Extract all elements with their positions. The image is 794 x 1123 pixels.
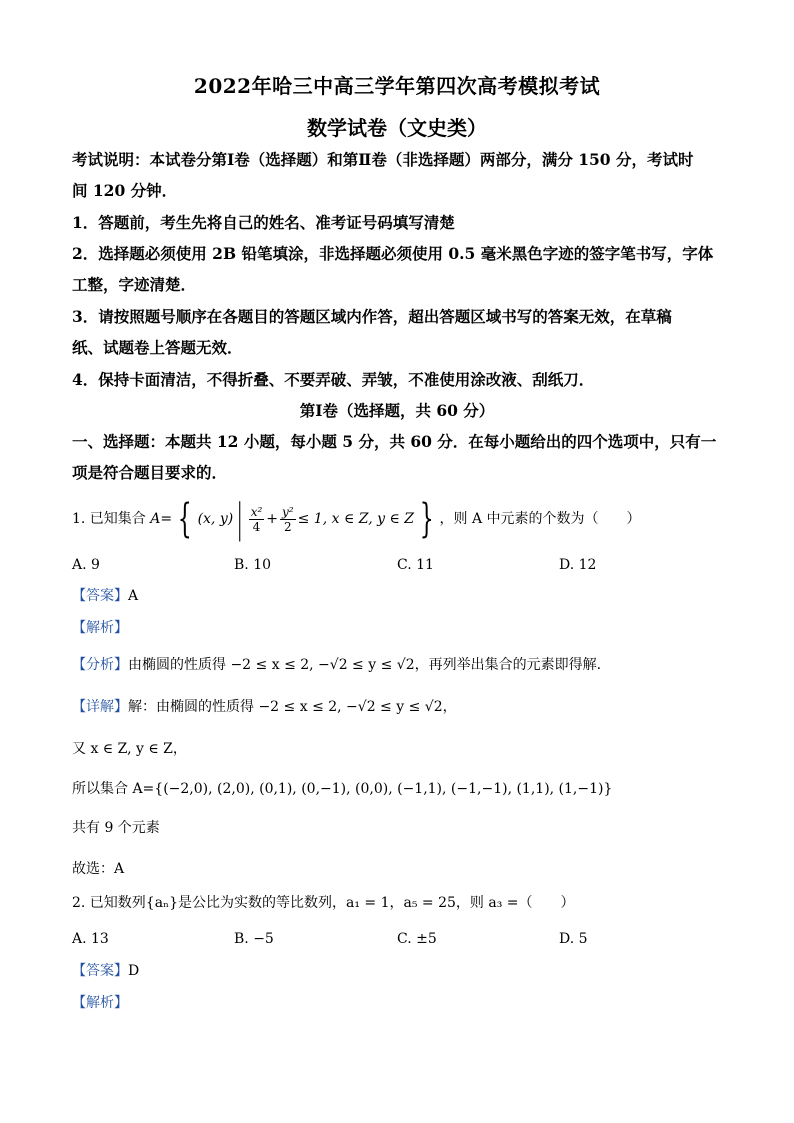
instruction-item-2a: 2．选择题必须使用 2B 铅笔填涂，非选择题必须使用 0.5 毫米黑色字迹的签字笔书写，字体 <box>72 244 714 263</box>
q1-fenxi <box>72 655 724 675</box>
q1-prefix: 1. 已知集合 <box>72 511 151 527</box>
exam-subtitle: 数学试卷（文史类） <box>307 116 487 140</box>
q1-frac-1: $\frac{\text{x²}}{4}$ <box>250 504 263 534</box>
fenxi-tag: 【分析】 <box>72 657 128 673</box>
q1-option-d: D. 12 <box>559 557 597 573</box>
instruction-item-3a: 3．请按照题号顺序在各题目的答题区域内作答，超出答题区域书写的答案无效，在草稿 <box>72 307 672 326</box>
answer-tag: 【答案】 <box>72 963 128 979</box>
q1-line-choice: 故选：A <box>72 861 125 877</box>
instruction-item-2b: 工整，字迹清楚． <box>72 275 197 294</box>
q1-xiangjie-text: 解：由椭圆的性质得 −2 ≤ x ≤ 2, −√2 ≤ y ≤ √2， <box>128 699 457 715</box>
instructions-line-1: 考试说明：本试卷分第Ⅰ卷（选择题）和第Ⅱ卷（非选择题）两部分，满分 150 分，考试时 <box>72 150 694 169</box>
exam-title: 2022年哈三中高三学年第四次高考模拟考试 <box>193 74 601 98</box>
vertical-bar-icon: | <box>237 496 243 542</box>
section-1-title: 第Ⅰ卷（选择题，共 60 分） <box>299 401 495 420</box>
q1-xiangjie <box>72 697 724 717</box>
q1-line-you: 又 x ∈ Z, y ∈ Z， <box>72 741 187 757</box>
q2-analysis-heading <box>72 993 724 1013</box>
q1-eq: = <box>160 511 173 527</box>
q1-answer-value: A <box>128 588 139 604</box>
right-brace-icon: } <box>419 496 434 542</box>
q1-condition: ≤ 1, x ∈ Z, y ∈ Z <box>297 511 415 527</box>
left-brace-icon: { <box>177 496 192 542</box>
q1-option-c: C. 11 <box>397 557 434 573</box>
q1-analysis-heading <box>72 618 724 638</box>
q2-answer <box>72 961 724 981</box>
q1-suffix: ，则 A 中元素的个数为（ ） <box>439 511 641 527</box>
q1-option-b: B. 10 <box>234 557 272 573</box>
analysis-tag: 【解析】 <box>72 620 128 636</box>
q1-answer <box>72 586 724 606</box>
q2-option-b: B. −5 <box>234 931 274 947</box>
q2-option-a: A. 13 <box>72 931 109 947</box>
instructions-line-2: 间 120 分钟． <box>72 181 178 200</box>
q1-option-a: A. 9 <box>72 557 100 573</box>
q1-frac-2: $\frac{\text{y²}}{2}$ <box>282 504 294 534</box>
q2-answer-value: D <box>128 963 140 979</box>
q1-line-count: 共有 9 个元素 <box>72 820 160 836</box>
instruction-item-3b: 纸、试题卷上答题无效． <box>72 338 243 357</box>
instruction-item-4: 4．保持卡面清洁，不得折叠、不要弄破、弄皱，不准使用涂改液、刮纸刀． <box>72 370 595 389</box>
q1-line-set: 所以集合 A={(−2,0), (2,0), (0,1), (0,−1), (0,0), (−1,1), (−1,−1), (1,1), (1,−1)} <box>72 781 613 797</box>
answer-tag: 【答案】 <box>72 588 128 604</box>
q1-set-var: A <box>150 511 161 527</box>
q1-fenxi-text: 由椭圆的性质得 −2 ≤ x ≤ 2, −√2 ≤ y ≤ √2，再列举出集合的元素即得解. <box>128 657 602 673</box>
q1-pair: (x, y) <box>197 511 234 527</box>
question-2-stem: 2. 已知数列{aₙ}是公比为实数的等比数列，a₁ = 1，a₅ = 25，则 a₃ =（ ） <box>72 895 575 911</box>
q2-option-c: C. ±5 <box>397 931 437 947</box>
analysis-tag: 【解析】 <box>72 995 128 1011</box>
section-1-desc-1: 一、选择题：本题共 12 小题，每小题 5 分，共 60 分．在每小题给出的四个选项中，只有一 <box>72 432 717 451</box>
xiangjie-tag: 【详解】 <box>72 699 128 715</box>
question-1-stem: 1. 已知集合 A= { (x, y) | $\frac{\text{x²}}{4}$ + $\frac{\text{y²}}{2}$ ≤ 1, x ∈ Z, y ∈ Z } ，则 A 中元素的个数为（ ） <box>72 496 641 542</box>
section-1-desc-2: 项是符合题目要求的． <box>72 463 228 482</box>
instruction-item-1: 1．答题前，考生先将自己的姓名、准考证号码填写清楚 <box>72 213 455 232</box>
q2-option-d: D. 5 <box>559 931 588 947</box>
